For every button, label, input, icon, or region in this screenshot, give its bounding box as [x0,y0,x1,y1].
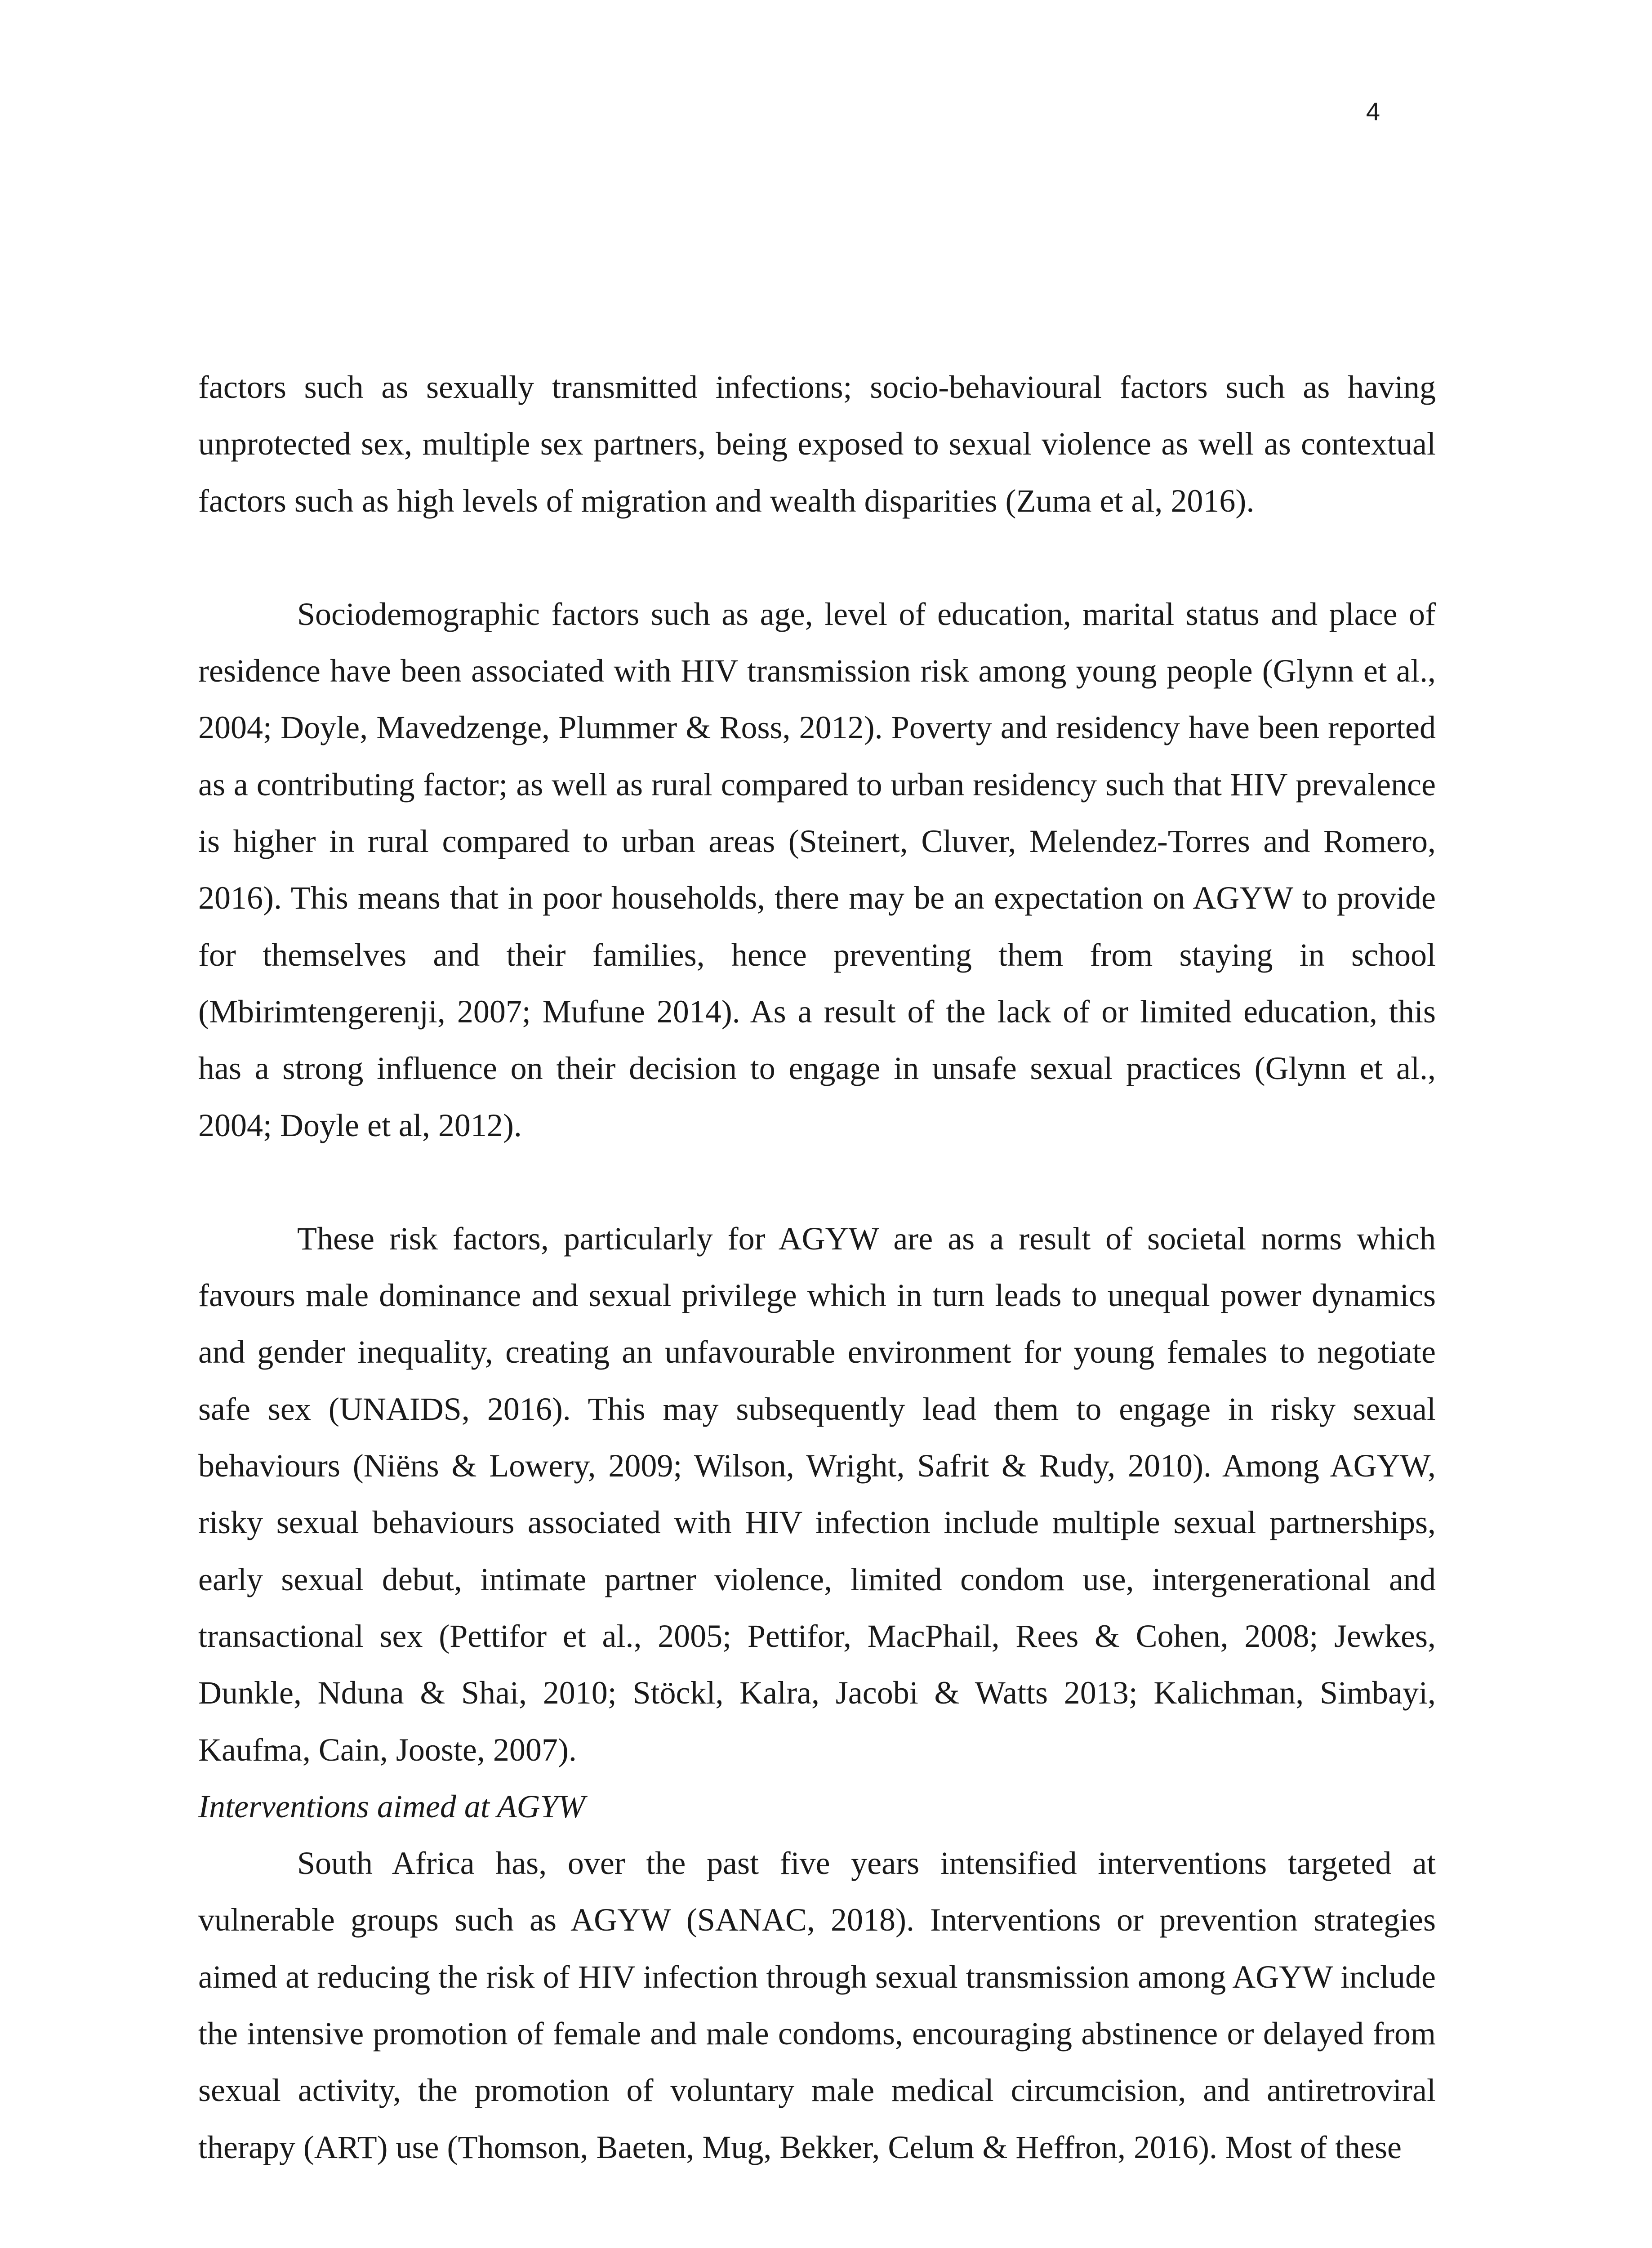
paragraph-sociodemographic-factors: Sociodemographic factors such as age, level of education, marital status and place of residence have been associated with HIV transmission risk among young people (Glynn et al., 2004; Doyle, Mavedzenge, Plummer & Ross, 2012). Poverty and residency have been reported as a contributing factor; as well as rural compared to urban residency such that HIV prevalence is higher in rural compared to urban areas (Steinert, Cluver, Melendez-Torres and Romero, 2016). This means that in poor households, there may be an expectation on AGYW to provide for themselves and their families, hence preventing them from staying in school (Mbirimtengerenji, 2007; Mufune 2014). As a result of the lack of or limited education, this has a strong influence on their decision to engage in unsafe sexual practices (Glynn et al., 2004; Doyle et al, 2012). [198,596,1436,1143]
paragraph-interventions: South Africa has, over the past five years intensified interventions targeted at vulnerable groups such as AGYW (SANAC, 2018). Interventions or prevention strategies aimed at reducing the risk of HIV infection through sexual transmission among AGYW include the intensive promotion of female and male condoms, encouraging abstinence or delayed from sexual activity, the promotion of voluntary male medical circumcision, and antiretroviral therapy (ART) use (Thomson, Baeten, Mug, Bekker, Celum & Heffron, 2016). Most of these [198,1845,1436,2165]
body-text [198,359,1436,2176]
paragraph-societal-norms: These risk factors, particularly for AGYW are as a result of societal norms which favours male dominance and sexual privilege which in turn leads to unequal power dynamics and gender inequality, creating an unfavourable environment for young females to negotiate safe sex (UNAIDS, 2016). This may subsequently lead them to engage in risky sexual behaviours (Niëns & Lowery, 2009; Wilson, Wright, Safrit & Rudy, 2010). Among AGYW, risky sexual behaviours associated with HIV infection include multiple sexual partnerships, early sexual debut, intimate partner violence, limited condom use, intergenerational and transactional sex (Pettifor et al., 2005; Pettifor, MacPhail, Rees & Cohen, 2008; Jewkes, Dunkle, Nduna & Shai, 2010; Stöckl, Kalra, Jacobi & Watts 2013; Kalichman, Simbayi, Kaufma, Cain, Jooste, 2007). [198,1220,1436,1768]
paragraph-risk-factors-continued: factors such as sexually transmitted infections; socio-behavioural factors such as having unprotected sex, multiple sex partners, being exposed to sexual violence as well as contextual factors such as high levels of migration and wealth disparities (Zuma et al, 2016). [198,369,1436,519]
page-number: 4 [1366,97,1380,125]
section-heading-interventions: Interventions aimed at AGYW [198,1788,585,1824]
